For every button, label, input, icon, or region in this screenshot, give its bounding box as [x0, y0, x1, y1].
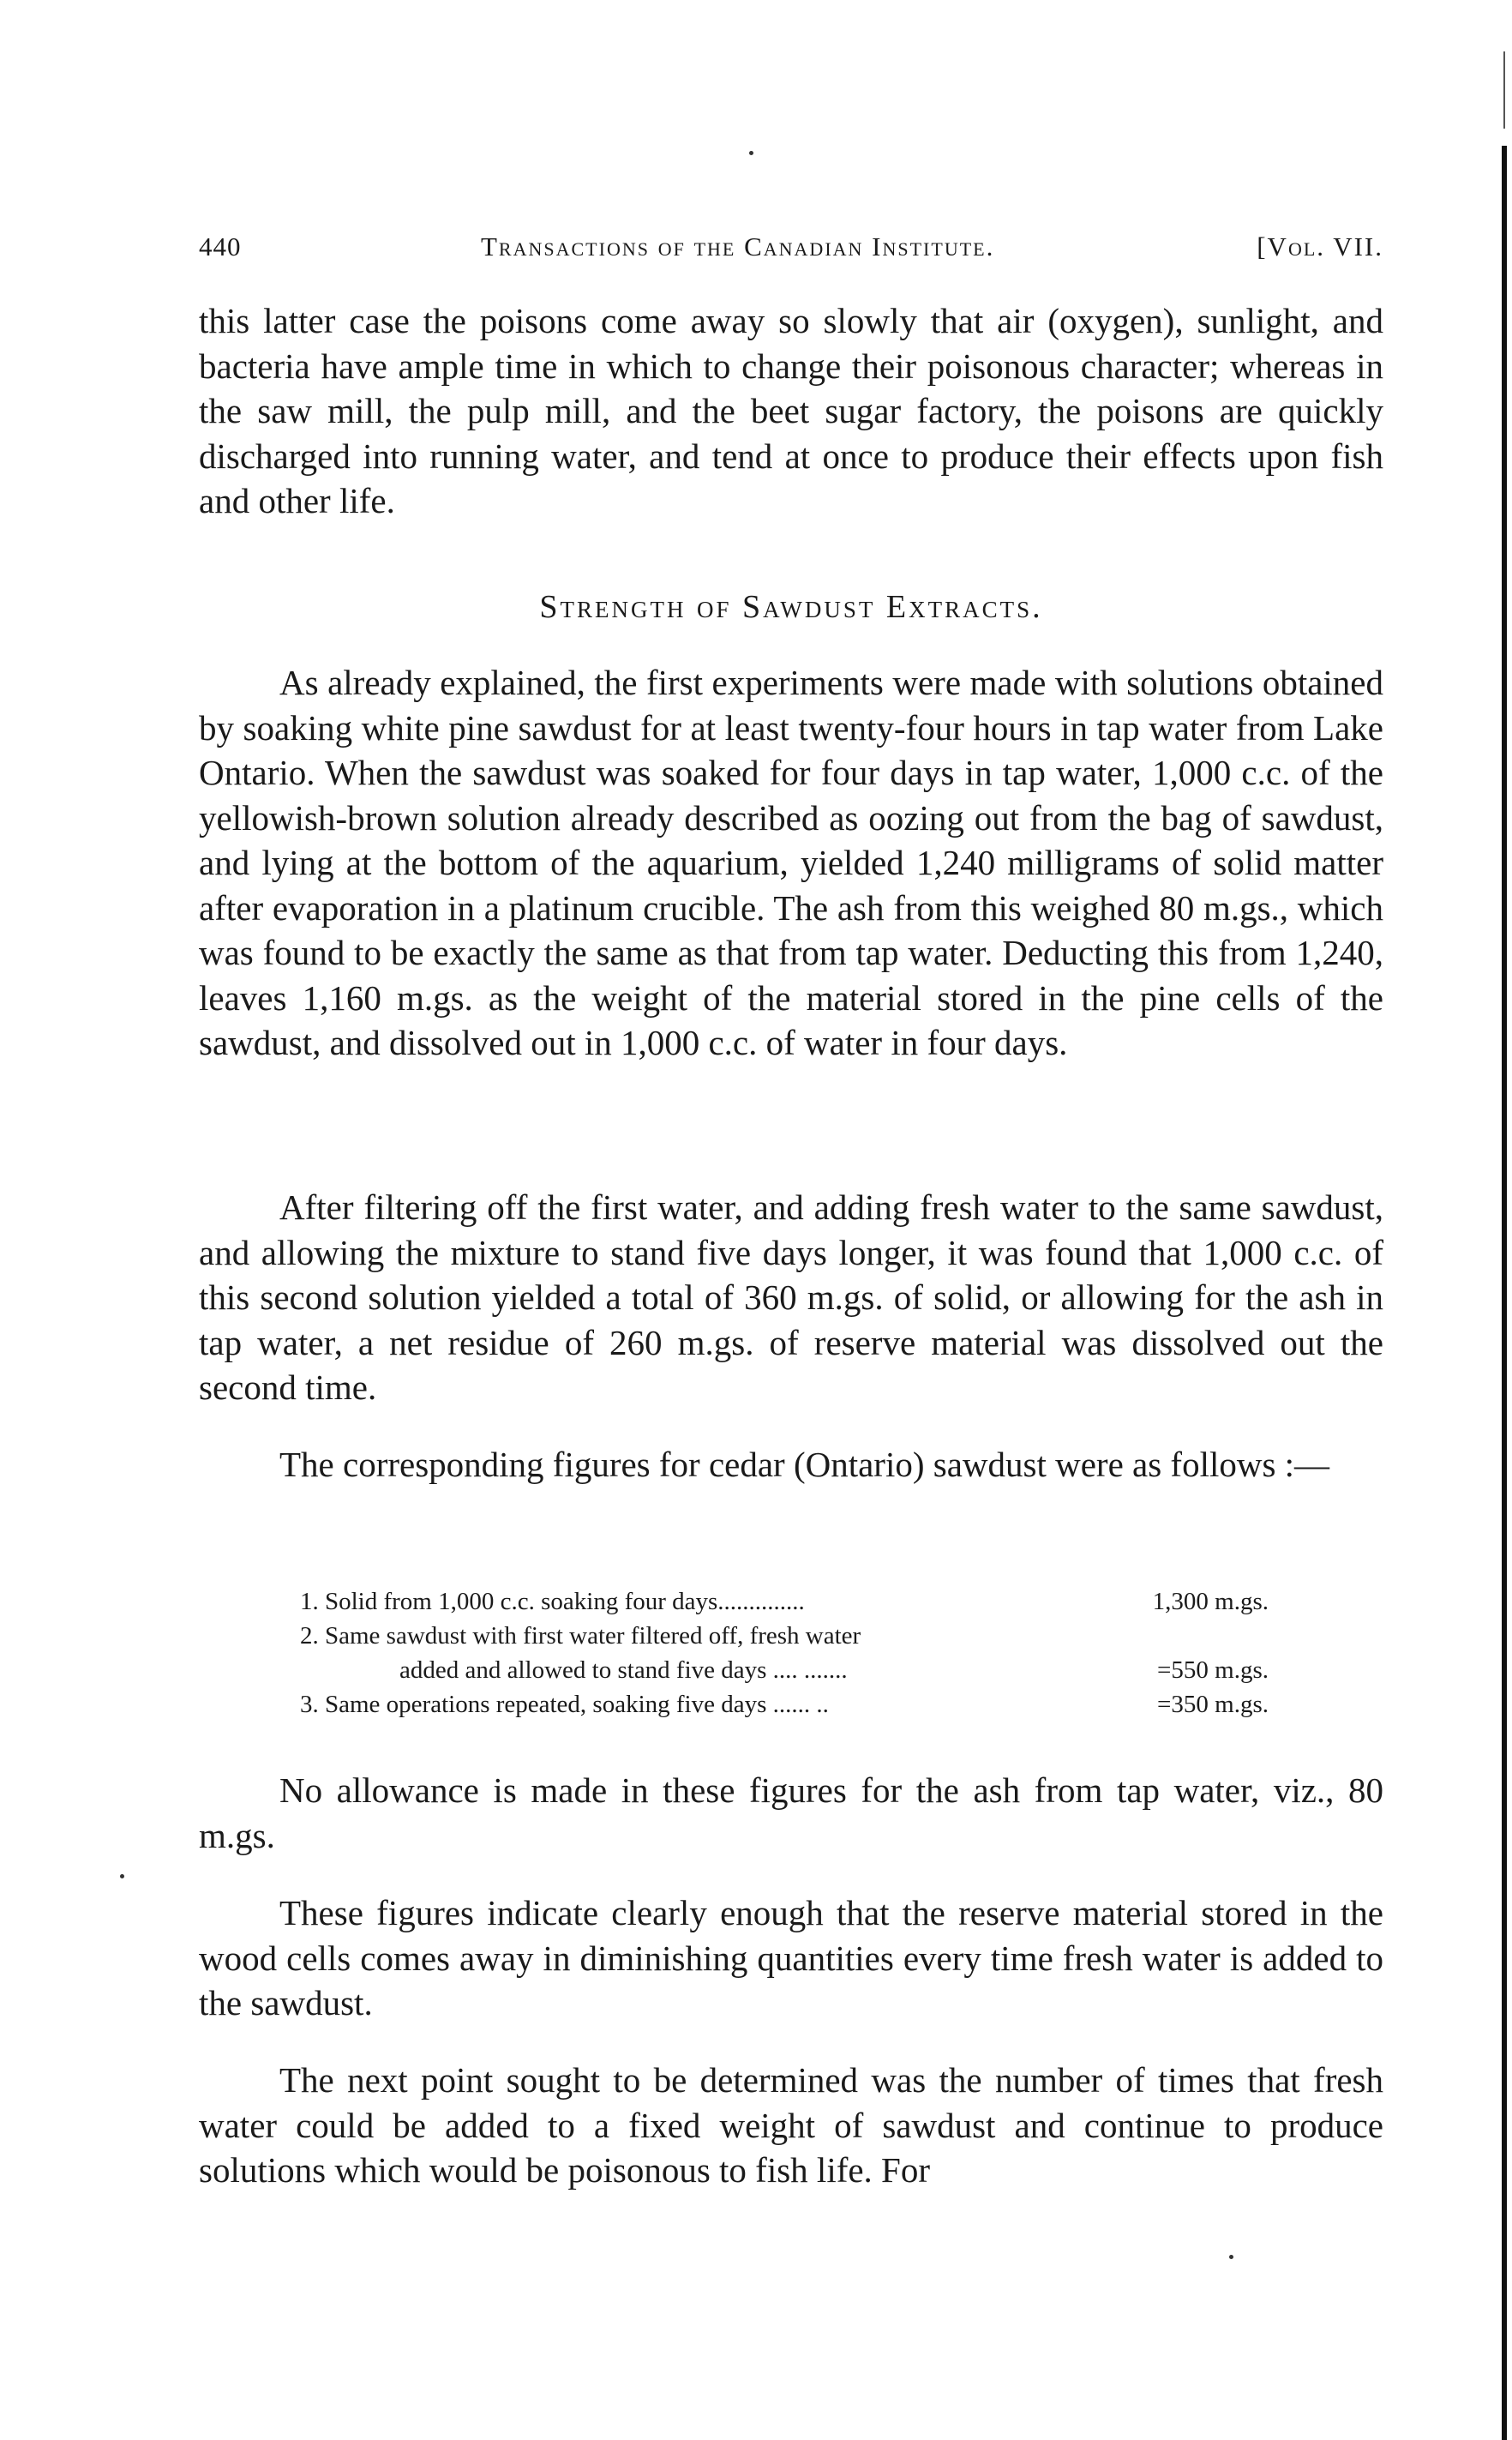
table-row-label: 3. Same operations repeated, soaking five days ...... ..	[300, 1691, 829, 1718]
speck-mark	[749, 151, 753, 155]
table-row	[300, 1653, 1269, 1687]
page-number: 440	[199, 231, 242, 261]
running-title: Transactions of the Canadian Institute.	[481, 231, 995, 261]
table-row-value: 1,300 m.gs.	[1152, 1588, 1269, 1615]
table-row-label: added and allowed to stand five days .... .......	[399, 1656, 848, 1684]
volume-label: [Vol. VII.	[1257, 231, 1383, 261]
paragraph-ash-allowance: No allowance is made in these figures for the ash from tap water, viz., 80 m.gs.	[199, 1770, 1383, 1855]
paragraph-pine-sawdust: As already explained, the first experiments were made with solutions obtained by soaking white pine sawdust for at least twenty-four hours in tap water from Lake Ontario. When the sawdust was soaked for four days in tap water, 1,000 c.c. of the yellowish-brown solution already described as oozing out from the bag of sawdust, and lying at the bottom of the aquarium, yielded 1,240 milligrams of solid matter after evaporation in a platinum crucible. The ash from this weighed 80 m.gs., which was found to be exactly the same as that from tap water. Deducting this from 1,240, leaves 1,160 m.gs. as the weight of the material stored in the pine cells of the sawdust, and dissolved out in 1,000 c.c. of water in four days.	[199, 663, 1383, 1062]
page-edge-shadow	[1502, 146, 1507, 2440]
table-row-label: 2. Same sawdust with first water filtered off, fresh water	[300, 1622, 861, 1650]
table-row-value: =550 m.gs.	[1157, 1656, 1269, 1684]
paragraph-second-solution: After filtering off the first water, and adding fresh water to the same sawdust, and allowing the mixture to stand five days longer, it was found that 1,000 c.c. of this second solution yielded a total of 360 m.gs. of solid, or allowing for the ash in tap water, a net residue of 260 m.gs. of reserve material was dissolved out the second time.	[199, 1187, 1383, 1407]
page-edge-shadow-top	[1503, 51, 1505, 129]
table-row-label: 1. Solid from 1,000 c.c. soaking four days..............	[300, 1588, 805, 1615]
paragraph-next-point: The next point sought to be determined was the number of times that fresh water could be added to a fixed weight of sawdust and continue to produce solutions which would be poisonous to fish life. For	[199, 2060, 1383, 2190]
table-row-value: =350 m.gs.	[1157, 1691, 1269, 1718]
speck-mark	[120, 1874, 124, 1878]
section-heading: Strength of Sawdust Extracts.	[539, 589, 1043, 625]
paragraph-continuation: this latter case the poisons come away so slowly that air (oxygen), sunlight, and bacteria have ample time in which to change their poisonous character; whereas in the saw mill, the pulp mill, and the beet sugar factory, the poisons are quickly discharged into running water, and tend at once to produce their effects upon fish and other life.	[199, 301, 1383, 520]
cedar-figures-table	[300, 1584, 1269, 1722]
paragraph-cedar-intro: The corresponding figures for cedar (Ontario) sawdust were as follows :—	[279, 1445, 1330, 1484]
table-row	[300, 1687, 1269, 1722]
table-row	[300, 1584, 1269, 1619]
page-header	[199, 231, 1383, 271]
paragraph-diminishing: These figures indicate clearly enough that the reserve material stored in the wood cells comes away in diminishing quantities every time fresh water is added to the sawdust.	[199, 1893, 1383, 2022]
table-row	[300, 1619, 1269, 1653]
speck-mark	[1229, 2255, 1233, 2259]
